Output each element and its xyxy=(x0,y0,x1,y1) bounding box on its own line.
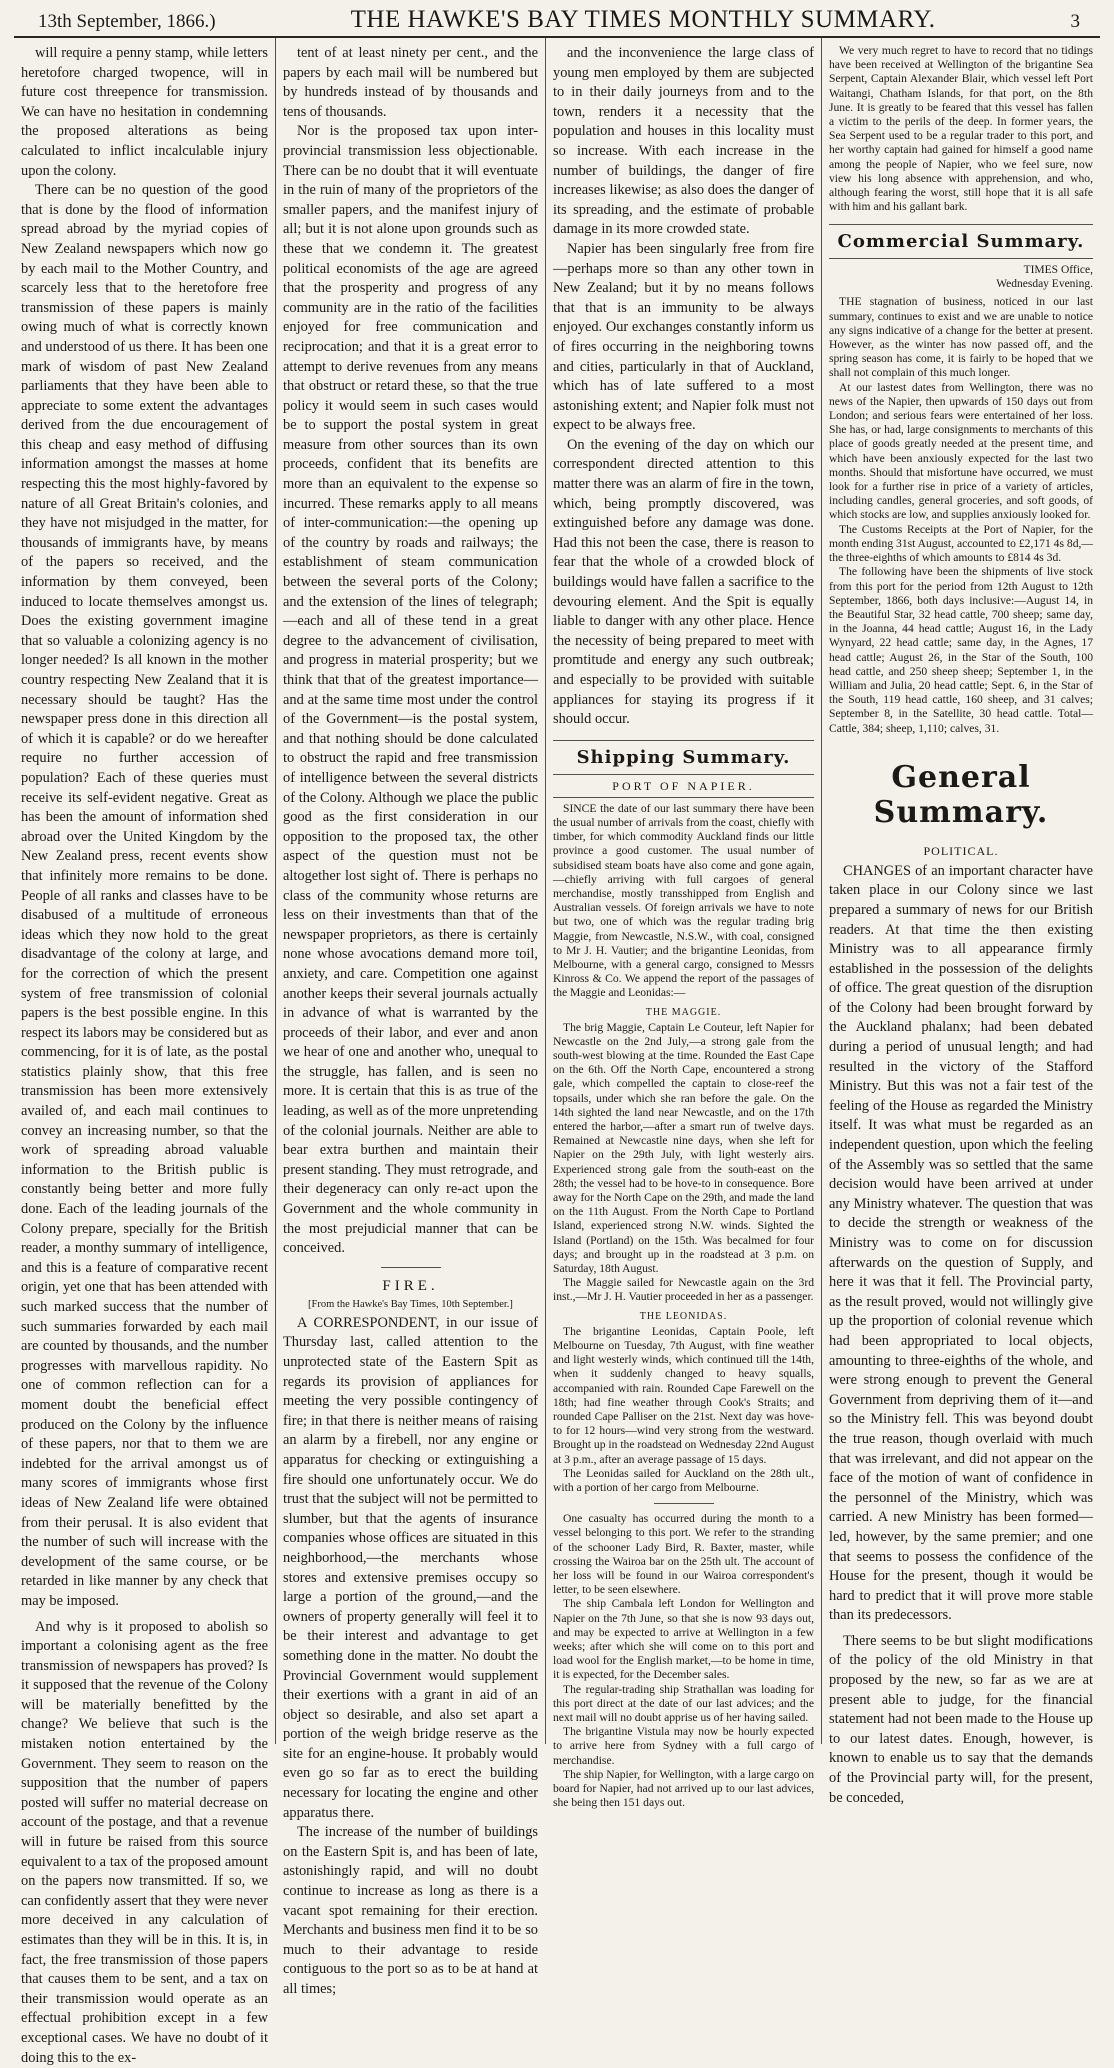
commercial-heading: Commercial Summary. xyxy=(829,224,1093,259)
newspaper-title: THE HAWKE'S BAY TIMES MONTHLY SUMMARY. xyxy=(351,6,936,34)
article-paragraph: The Leonidas sailed for Auckland on the 28th ult., with a portion of her cargo from Melbourne. xyxy=(553,1467,814,1495)
maggie-heading: THE MAGGIE. xyxy=(553,1007,814,1018)
article-paragraph: The brigantine Leonidas, Captain Poole, left Melbourne on Tuesday, 7th August, with fine weather and light westerly winds, which continued till the 14th, when it suddenly changed to heavy squalls, accompanied with rain. Rounded Cape Farewell on the 18th; had fine weather through Cook's Straits; and rounded Cape Palliser on the 21st. Next day was hove-to for 12 hours—wind very strong from the westward. Brought up in the roadstead on Wednesday 22nd August at 3 p.m., after an average passage of 15 days. xyxy=(553,1325,814,1467)
fire-heading: FIRE. xyxy=(283,1278,538,1295)
divider xyxy=(381,1267,441,1268)
column-4 xyxy=(822,38,1100,1744)
column-2 xyxy=(276,38,546,1744)
article-paragraph: On the evening of the day on which our correspondent directed attention to this matter there was an alarm of fire in the town, which, being promptly discovered, was extinguished before any damage was done. Had this not been the case, there is reason to fear that the whole of a crowded block of buildings would have fallen a sacrifice to the devouring element. And the Spit is equally liable to danger with any other place. Hence the necessity of being prepared to meet with promtitude and energy any such outbreak; and especially to be provided with suitable appliances for staying its progress if it should occur. xyxy=(553,436,814,730)
dateline-office: TIMES Office, xyxy=(829,263,1093,277)
article-paragraph: We very much regret to have to record that no tidings have been received at Wellington of the brigantine Sea Serpent, Captain Alexander Blair, which vessel left Port Waitangi, Chatham Islands, for that port, on the 8th June. It is greatly to be feared that this vessel has fallen a victim to the perils of the deep. In former years, the Sea Serpent used to be a regular trader to this port, and her worthy captain had gained for himself a good name among the people of Napier, who we feel sure, now view his long absence with apprehension, and who, although fearing the worst, still hope that it is all safe with him and his gallant bark. xyxy=(829,44,1093,214)
issue-date: 13th September, 1866.) xyxy=(38,11,216,33)
article-paragraph: The ship Napier, for Wellington, with a large cargo on board for Napier, had not arrived up to our last advices, she being then 151 days out. xyxy=(553,1768,814,1811)
divider xyxy=(654,1503,714,1504)
political-heading: POLITICAL. xyxy=(829,844,1093,859)
article-paragraph: Nor is the proposed tax upon inter-provincial transmission less objectionable. There can be no doubt that it will eventuate in the ruin of many of the proprietors of the smaller papers, and the manifest injury of all; but it is not alone upon grounds such as these that we condemn it. The greatest political economists of the age are agreed that the prosperity and progress of any community are in the ratio of the facilities enjoyed for free communication and reciprocation; and that it is a great error to attempt to derive revenues from any means that obstruct or retard these, so that the true policy it would seem in such cases would be to support the postal system in great measure from other sources than its own proceeds, confident that its benefits are more than an equivalent to the expense so incurred. These remarks apply to all means of inter-communication:—the opening up of the country by roads and railways; the establishment of steam communication between the several ports of the Colony; and the extension of the lines of telegraph;—each and all of these tend in a great degree to the advancement of civilisation, and progress in material prosperity; but we think that that of the greatest importance—and at the same time most under the control of the Government—is the postal system, and that nothing should be done calculated to obstruct the rapid and free transmission of intelligence between the several districts of the Colony. Although we place the public good as the first consideration in our opposition to the proposed tax, the other aspect of the question must not be altogether lost sight of. There is perhaps no class of the community whose returns are less on their investments than that of the newspaper proprietors, as there is certainly none whose avocations demand more toil, anxiety, and care. Competition one against another keeps their several journals actually in advance of what is warranted by the proceeds of their labor, and ever and anon we hear of one and another who, unequal to the struggle, has fallen, and is seen no more. It is certain that this is as true of the leading, as well as of the more unpretending of the colonial journals. Neither are able to bear extra burthen and maintain their present standing. They must retrograde, and their degeneracy can only re-act upon the Government and the whole community in the most prejudicial manner that can be conceived. xyxy=(283,122,538,1258)
article-paragraph: The brig Maggie, Captain Le Couteur, left Napier for Newcastle on the 2nd July,—a strong gale from the south-west blowing at the time. Rounded the East Cape on the 6th. Off the North Cape, encountered a strong gale, which compelled the captain to close-reef the topsails, under which she ran before the gale. On the 14th sighted the land near Newcastle, and on the 17th entered the harbor,—after a smart run of twelve days. Remained at Newcastle nine days, when she left for Napier on the 29th July, with light westerly airs. Experienced strong gale from the south-east on the 28th; the vessel had to be hove-to in consequence. Bore away for the North Cape on the 29th, and made the land on the 11th August. From the North Cape to Portland Island, experienced strong N.W. winds. Sighted the Island (Portland) on the 15th. Was becalmed for four days; and brought up in the roadstead at 3 p.m. on Saturday, 18th August. xyxy=(553,1021,814,1277)
article-paragraph: tent of at least ninety per cent., and the papers by each mail will be numbered but by hundreds instead of by thousands and tens of thousands. xyxy=(283,44,538,122)
article-paragraph: The ship Cambala left London for Wellington and Napier on the 7th June, so that she is now 93 days out, and may be expected to arrive at Wellington in a few weeks; after which she will come on to this port and load wool for the English market,—to be home in time, it is expected, for the December sales. xyxy=(553,1597,814,1682)
article-paragraph: The regular-trading ship Strathallan was loading for this port direct at the date of our last advices; and the next mail will no doubt apprise us of her having sailed. xyxy=(553,1683,814,1726)
article-paragraph: The increase of the number of buildings on the Eastern Spit is, and has been of late, astonishingly rapid, and will no doubt continue to increase as long as there is a vacant spot remaining for their erection. Merchants and business men find it to be so much to their advantage to reside contiguous to the port so as to be at hand at all times; xyxy=(283,1823,538,1999)
article-paragraph: The Customs Receipts at the Port of Napier, for the month ending 31st August, accounted to £2,171 4s 8d,—the three-eighths of which amounts to £814 4s 3d. xyxy=(829,523,1093,566)
general-summary-heading: General Summary. xyxy=(829,752,1093,838)
article-paragraph: The brigantine Vistula may now be hourly expected to arrive here from Sydney with a full cargo of merchandise. xyxy=(553,1725,814,1768)
article-paragraph: Napier has been singularly free from fire—perhaps more so than any other town in New Zealand; but it by no means follows that that is an immunity to be always enjoyed. Our exchanges constantly inform us of fires occurring in the neighboring towns and cities, particularly in that of Auckland, which has of late suffered to a most astonishing extent; and Napier folk must not expect to be always free. xyxy=(553,240,814,436)
column-3 xyxy=(546,38,822,1744)
article-paragraph: CHANGES of an important character have taken place in our Colony since we last prepared a summary of news for our British readers. At that time the then existing Ministry was to all appearance firmly established in the possession of the delights of office. The great question of the disruption of the Colony had been brought forward by the Auckland phalanx; had been debated during a period of unusual length; and had resulted in the victory of the Stafford Ministry. But this was not a fair test of the feeling of the House as regarded the Ministry itself. It was what must be regarded as an independent question, upon which the feeling of the Assembly was so settled that the same decision would have been arrived at under any Ministry whatever. The question that was to decide the strength or weakness of the Ministry was to come on for discussion afterwards on the question of Supply, and here it was that it fell. The Provincial party, as the result proved, would not willingly give up the proportion of colonial revenue which had been appropriated to local objects, amounting to three-eighths of the whole, and were strong enough to prevent the General Government from depriving them of it—and so the Ministry fell. This was beyond doubt the true reason, though overlaid with much that was irrelevant, and did not appear on the face of the motion of want of confidence in the personnel of the Ministry, which was carried. A new Ministry has been formed—led, however, by the same premier; and one that seems to possess the confidence of the House for the present, though it would be hard to predict that it will prove more stable than its predecessors. xyxy=(829,862,1093,1626)
article-paragraph: A CORRESPONDENT, in our issue of Thursday last, called attention to the unprotected state of the Eastern Spit as regards its provision of appliances for meeting the very possible contingency of fire; in that there is neither means of raising an alarm by a firebell, nor any engine or apparatus for checking or extinguishing a fire should one unfortunately occur. We do trust that the subject will not be permitted to slumber, but that the agents of insurance companies whose offices are situated in this neighborhood,—the merchants whose stores and extensive premises occupy so large a portion of the ground,—and the owners of property generally will feel it to be their interest and advantage to get something done in the matter. No doubt the Provincial Government would supplement their exertions with a grant in aid of an object so desirable, and also set apart a portion of the weigh bridge reserve as the site for an engine-house. It probably would even go so far as to erect the building necessary for locating the engine and other apparatus there. xyxy=(283,1314,538,1823)
article-paragraph: And why is it proposed to abolish so important a colonising agent as the free transmission of newspapers has proved? Is it supposed that the revenue of the Colony will be materially benefitted by the change? We believe that such is the mistaken notion entertained by the Government. They seem to reason on the supposition that the number of papers posted will suffer no material decrease on account of the postage, and that a revenue will in future be raised from this source equivalent to a tax of the proposed amount on the papers now transmitted. If so, we can confidently assert that they were never more deceived in any calculation of estimates than they will be in this. It is, in fact, the free transmission of those papers that causes them to be sent, and a tax on their transmission would operate as an effectual prohibition except in a few exceptional cases. We have no doubt of it doing this to the ex- xyxy=(21,1618,268,2068)
fire-source: [From the Hawke's Bay Times, 10th September.] xyxy=(283,1299,538,1310)
shipping-subheading: PORT OF NAPIER. xyxy=(553,779,814,798)
article-paragraph: At our lastest dates from Wellington, there was no news of the Napier, then upwards of 150 days out from London; and serious fears were entertained of her loss. She has, or had, large consignments to merchants of this place of goods greatly needed at the present time, and which have been anxiously expected for the last two months. Should that misfortune have occurred, we must look for a further rise in price of a variety of articles, including candles, general groceries, and soft goods, of which stocks are low, and supplies anxiously looked for. xyxy=(829,381,1093,523)
masthead xyxy=(14,6,1100,38)
page-number: 3 xyxy=(1071,11,1081,33)
article-paragraph: The Maggie sailed for Newcastle again on the 3rd inst.,—Mr J. H. Vautier proceeded in her as a passenger. xyxy=(553,1276,814,1304)
article-paragraph: There can be no question of the good that is done by the flood of information spread abroad by the myriad copies of New Zealand newspapers which now go by each mail to the Mother Country, and scarcely less that to the heretofore free transmission of these papers is mainly owing much of what is correctly known and understood of us there. It has been one mark of wisdom of past New Zealand parliaments that they have been able to appreciate to some extent the advantages derived from the due encouragement of this cheap and easy method of diffusing information amongst the masses at home respecting this the most highly-favored by nature of all Great Britain's colonies, and they have not misjudged in the matter, for thousands of immigrants have, by means of the papers so received, and the information by them conveyed, been induced to locate themselves amongst us. Does the existing government imagine that so valuable a colonizing agency is no longer needed? Is all known in the mother country respecting New Zealand that it is necessary should be taught? Has the newspaper press done in this direction all of which it is capable? or do we hereafter require no further accession of population? Each of these queries must receive its self-evident negative. Great as has been the amount of information shed abroad over the United Kingdom by the New Zealand press, recent events show that infinitely more remains to be done. People of all ranks and classes have to be disabused of a multitude of erroneous ideas which they now hold to the great disadvantage of the colony at large, and for the correction of which the present system of free transmission of colonial papers is the best possible engine. In this respect its labors may be considered but as commencing, for it is of late, as the postal statistics plainly show, that this free transmission has been more extensively availed of, and each mail continues to convey an increasing number, so that the work of spreading abroad valuable information to the British public is constantly being better and more fully done. Each of the leading journals of the Colony prepare, specially for the British reader, a monthy summary of intelligence, and this is a feature of comparative recent origin, yet one that has been attended with such marked success that the number of such summaries forwarded by each mail are counted by thousands, and the number progresses with marvellous rapidity. No one of common reflection can for a moment doubt the beneficial effect produced on the Colony by the influence of these papers, nor that to them we are indebted for the arrival amongst us of many scores of immigrants whose first ideas of New Zealand life were obtained from their perusal. It is also evident that the number of such will increase with the development of the same course, or be retarded in like manner by any check that may be imposed. xyxy=(21,181,268,1611)
dateline-time: Wednesday Evening. xyxy=(829,277,1093,291)
article-paragraph: will require a penny stamp, while letters heretofore charged twopence, will in future cost threepence for transmission. We can have no hesitation in condemning the proposed alterations as being calculated to inflict incalculable injury upon the colony. xyxy=(21,44,268,181)
article-paragraph: and the inconvenience the large class of young men employed by them are subjected to in their daily journeys from and to the town, renders it a necessity that the population and houses in this locality must so increase. With each increase in the number of buildings, the danger of fire increases likewise; as also does the danger of its spreading, and the estimate of probable damage in its more crowded state. xyxy=(553,44,814,240)
article-paragraph: One casualty has occurred during the month to a vessel belonging to this port. We refer to the stranding of the schooner Lady Bird, R. Baxter, master, while crossing the Wairoa bar on the 25th ult. The account of her loss will be found in our Wairoa correspondent's letter, to be seen elsewhere. xyxy=(553,1512,814,1597)
article-paragraph: THE stagnation of business, noticed in our last summary, continues to exist and we are unable to notice any signs indicative of a change for the better at present. However, as the winter has now passed off, and the spring season has come, it is fairly to be hoped that we shall not complain of this much longer. xyxy=(829,295,1093,380)
column-1 xyxy=(14,38,276,1744)
columns xyxy=(14,38,1100,1744)
article-paragraph: SINCE the date of our last summary there have been the usual number of arrivals from the coast, chiefly with timber, for which commodity Auckland finds our little province a good customer. The usual number of subsidised steam boats have also come and gone again,—chiefly arriving with full cargoes of general merchandise, mostly transshipped from English and Australian vessels. Of foreign arrivals we have to note but two, one of which was the regular trading brig Maggie, from Newcastle, N.S.W., with coal, consigned to Mr J. H. Vautier; and the brigantine Leonidas, from Melbourne, with a general cargo, consigned to Messrs Kinross & Co. We append the report of the passages of the Maggie and Leonidas:— xyxy=(553,802,814,1001)
shipping-heading: Shipping Summary. xyxy=(553,740,814,775)
article-paragraph: The following have been the shipments of live stock from this port for the period from 12th August to 12th September, 1866, both days inclusive:—August 14, in the Beautiful Star, 32 head cattle, 700 sheep; same day, in the Joanna, 44 head cattle; August 16, in the Lady Wynyard, 22 head cattle; same day, in the Agnes, 17 head cattle; August 26, in the Star of the South, 100 head cattle, and 250 sheep sheep; September 1, in the William and Julia, 20 head cattle; Sept. 6, in the Star of the South, 119 head cattle, 160 sheep, and 31 calves; September 8, in the Satellite, 30 head cattle. Total—Cattle, 384; sheep, 1,110; calves, 31. xyxy=(829,565,1093,735)
article-paragraph: There seems to be but slight modifications of the policy of the old Ministry in that proposed by the new, so far as we are at present able to judge, for the financial statement had not been made to the House up to our latest dates. Enough, however, is known to enable us to say that the demands of the Provincial party will, for the present, be conceded, xyxy=(829,1632,1093,1808)
leonidas-heading: THE LEONIDAS. xyxy=(553,1311,814,1322)
